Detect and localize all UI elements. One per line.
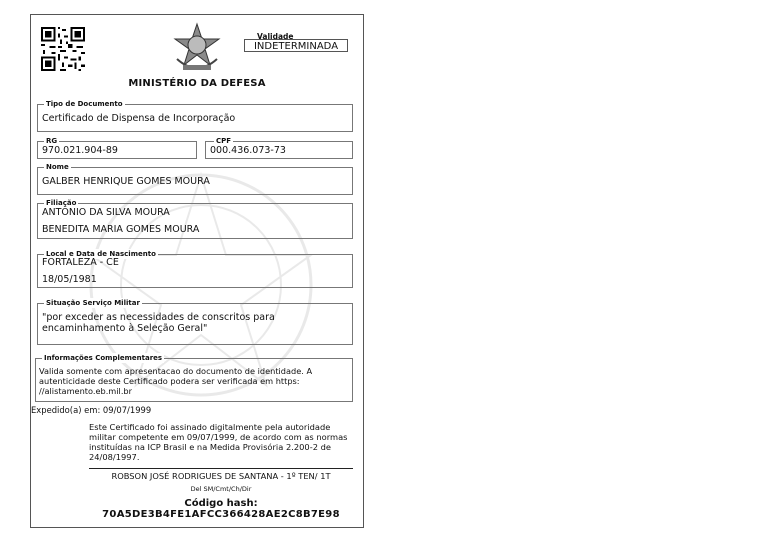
nascimento-field [37,250,353,288]
situacao-value: "por exceder as necessidades de conscritos para encaminhamento à Seleção Geral" [42,312,275,334]
filiacao-mother: BENEDITA MARIA GOMES MOURA [42,224,200,235]
nome-label: Nome [46,163,69,171]
cpf-label: CPF [216,137,232,145]
cpf-field [205,137,353,159]
qr-code-icon [41,27,85,71]
rg-value: 970.021.904-89 [42,145,118,156]
hash-value: 70A5DE3B4FE1AFCC366428AE2C8B7E98 [102,509,340,520]
validade-value: INDETERMINADA [244,39,348,52]
ministry-title: MINISTÉRIO DA DEFESA [128,78,266,89]
informacoes-label: Informações Complementares [44,354,163,362]
filiacao-father: ANTÔNIO DA SILVA MOURA [42,207,170,218]
cpf-value: 000.436.073-73 [210,145,286,156]
nascimento-local: FORTALEZA - CE [42,257,119,268]
nome-field [37,163,353,195]
hash-label: Código hash: [184,498,258,509]
coat-of-arms-icon [169,21,225,77]
filiacao-field [37,199,353,239]
situacao-field [37,299,353,345]
validade-label: Validade [257,32,294,41]
rg-label: RG [46,137,58,145]
informacoes-field [35,354,353,402]
certificate-document [30,14,364,528]
signer-name: ROBSON JOSÉ RODRIGUES DE SANTANA - 1º TEN/ 1T [111,471,331,481]
situacao-label: Situação Serviço Militar [46,299,140,307]
expedido-date: Expedido(a) em: 09/07/1999 [31,405,152,415]
signer-department: Del SM/Cmt/Ch/Dir [190,485,252,493]
signature-line [89,468,353,469]
tipo-documento-field [37,100,353,132]
tipo-documento-label: Tipo de Documento [46,100,123,108]
informacoes-value: Valida somente com apresentacao do documento de identidade. A autenticidade deste Certificado podera ser verificada em https: //alistamento.eb.mil.br [39,366,313,396]
nascimento-data: 18/05/1981 [42,274,97,285]
tipo-documento-value: Certificado de Dispensa de Incorporação [42,113,236,124]
rg-field [37,137,197,159]
assinatura-text: Este Certificado foi assinado digitalmente pela autoridade militar competente em 09/07/1999, de acordo com as normas instituídas na ICP Brasil e na Medida Provisória 2.200-2 de 24/08/1997. [89,422,348,462]
filiacao-label: Filiação [46,199,77,207]
nome-value: GALBER HENRIQUE GOMES MOURA [42,176,210,187]
nascimento-label: Local e Data de Nascimento [46,250,156,258]
